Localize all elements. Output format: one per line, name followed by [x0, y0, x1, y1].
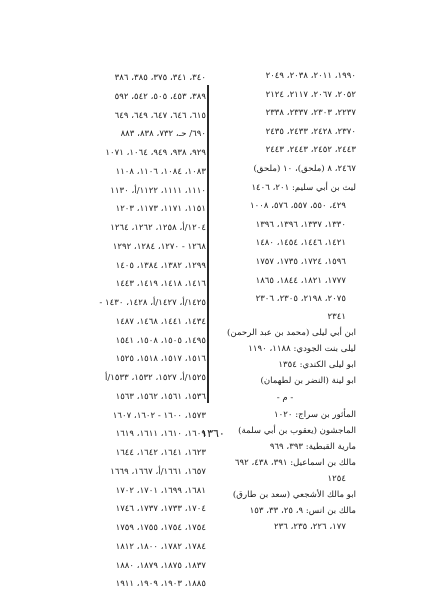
index-entry: مالك بن انس: ٩، ٢٥، ٣٣، ١٥٣: [249, 506, 356, 517]
index-line: ١٤١٦، ١٤١٨، ١٤١٩، ١٤٤٣: [115, 279, 206, 290]
index-entry: ١٧٧، ٢٢٦، ٢٣٥، ٢٣٦: [274, 522, 346, 533]
index-line: ١٣٣٠، ١٣٣٧، ١٣٩٦، ١٣٩٦: [255, 219, 346, 230]
index-line: ١٦٨١، ١٦٩٩، ١٧٠١، ١٧٠٢: [115, 485, 206, 496]
section-letter: - م -: [276, 392, 294, 403]
index-line: ١٢٩٩، ١٣٨٢، ١٣٨٤، ١٤٠٥: [115, 260, 206, 271]
index-line: ١٠٨٣، ١٠٨٤، ١١٠٦، ١١٠٨: [115, 166, 206, 177]
index-line: ١٢٦٨ - ١٢٧٠، ١٢٨٤، ١٢٩٢: [112, 241, 206, 252]
index-line: ٢٤٦٧، ٨ (ملحق)، ١٠ (ملحق): [253, 163, 356, 174]
index-entry: ابو ليلى الكندي: ١٣٥٤: [278, 359, 356, 370]
index-entry: ليلى بنت الجودي: ١١٨٨، ١١٩٠: [248, 343, 356, 354]
index-line: ١٨٨٥، ١٩٠٣، ١٩٠٩، ١٩١١: [115, 579, 206, 590]
index-line: ١٦٥٧، ١٦٦١/أ، ١٦٦٧، ١٦٦٩: [110, 466, 206, 477]
index-line: ٣٤٠، ٣٤١، ٣٧٥، ٣٨٥، ٣٨٦: [114, 73, 206, 83]
index-line: ١٤٢٥/أ، ١٤٢٧/أ، ١٤٢٨، ١٤٣٠ -: [99, 298, 206, 308]
index-line: ١٦٠٩، ١٦١٠، ١٦١١، ١٦١٩: [115, 429, 206, 440]
index-line: ١١٥١، ١١٧١، ١١٧٣، ١٢٠٣: [115, 204, 206, 215]
index-entry: ١٢٥٤: [327, 474, 346, 485]
index-line: ١٦٢٣، ١٦٤١، ١٦٤٢، ١٦٤٤: [115, 448, 206, 458]
index-line: ٢٤٤٣، ٢٤٥٢، ٢٤٤٣، ٢٤٤٣: [265, 145, 356, 156]
index-line: ١٤٢١، ١٤٤٦، ١٤٥٤، ١٤٨٠: [255, 238, 346, 249]
index-line: ١٧٥٤، ١٧٥٤، ١٧٥٥، ١٧٥٩: [115, 523, 206, 533]
index-entry: ابو لينة (النضر بن لطهمان): [260, 375, 356, 386]
index-line: ٢٣٤١: [327, 311, 346, 322]
index-line: ١٩٩٠، ٢٠١١، ٢٠٣٨، ٢٠٤٩: [265, 71, 356, 81]
index-line: ١٢٠٤/أ، ١٢٥٨، ١٢٦٢، ١٢٦٤: [110, 223, 206, 233]
right-column: [214, 67, 356, 535]
index-line: ٦١٥، ٦٤٦، ٦٤٧، ٦٤٩، ٦٤٩: [114, 110, 206, 121]
index-line: ١٤٩٥، ١٥٠٥، ١٥٠٨، ١٥٤١: [115, 335, 206, 346]
index-line: ١٥٧٣، ١٦٠٠ - ١٦٠٢، ١٦٠٧: [112, 410, 206, 421]
index-line: ٤٢٩، ٥٥٠، ٥٥٧، ٥٧٦، ١٠٠٨: [250, 201, 346, 212]
index-entry: المأثور بن سراج: ١٠٢٠: [274, 410, 356, 421]
index-entry: ابو مالك الأشجعي (سعد بن طارق): [232, 490, 356, 501]
index-line: ٢٢٣٧، ٢٣٠٣، ٢٣٣٧، ٢٣٣٨: [265, 108, 356, 119]
index-line: ١٥٣٦، ١٥٦١، ١٥٦٢، ١٥٦٣: [115, 391, 206, 402]
index-line: ٩٢٩، ٩٣٨، ٩٤٩، ١٠٦٤، ١٠٧١: [105, 148, 206, 158]
index-line: ١٥١٦، ١٥١٧، ١٥١٨، ١٥٢٥: [115, 354, 206, 365]
index-line: ١٧٠٤، ١٧٣٣، ١٧٣٧، ١٧٤٦: [115, 504, 206, 515]
index-line: ١٥٩٦، ١٧٢٤، ١٧٣٥، ١٧٥٧: [255, 256, 346, 267]
index-line: ٢٣٧٠، ٢٤٢٨، ٢٤٣٣، ٢٤٣٥: [265, 126, 356, 137]
index-line: ٢٠٥٢، ٢٠٦٧، ٢١١٧، ٢١٢٤: [265, 89, 356, 100]
index-line: ١٧٧٧، ١٨٢١، ١٨٤٤، ١٨٦٥: [255, 275, 346, 286]
index-entry: الماجشون (يعقوب بن أبي سلمة): [238, 426, 356, 437]
index-entry: مالك بن اسماعيل: ٣٩١، ٤٣٨، ٦٩٢: [234, 458, 356, 469]
index-line: ١٥٢٥/أ، ١٥٢٧، ١٥٣٢، ١٥٣٣/أ: [105, 373, 206, 383]
index-line: ليث بن أبي سليم: ٢٠١، ١٤٠٦: [251, 182, 356, 193]
index-entry: ابن أبي ليلى (محمد بن عبد الرحمن): [227, 327, 356, 338]
index-line: ١١١٠، ١١١١، ١١٢٢/أ، ١١٣٠: [110, 185, 206, 196]
index-line: ١٧٨٤، ١٧٨٢، ١٨٠٠، ١٨١٢: [115, 541, 206, 552]
index-entry: مارية القبطية: ٣٩٣، ٩٦٩: [269, 442, 356, 453]
index-line: ١٤٣٤، ١٤٤١، ١٤٦٨، ١٤٨٧: [115, 316, 206, 327]
index-line: ٦٩٠/ حـ، ٧٣٢، ٨٣٨، ٨٨٣: [120, 129, 206, 140]
index-line: ١٨٣٧، ١٨٧٥، ١٨٧٩، ١٨٨٠: [115, 560, 206, 571]
index-line: ٣٨٩، ٤٥٣، ٥٠٥، ٥٤٢، ٥٩٢: [114, 91, 206, 102]
page-number: ١٣٦٠: [201, 427, 225, 440]
column-divider: [207, 85, 209, 403]
index-line: ٢٠٧٥، ٢١٩٨، ٢٣٠٥، ٢٣٠٦: [255, 294, 346, 305]
left-column: [60, 69, 206, 594]
